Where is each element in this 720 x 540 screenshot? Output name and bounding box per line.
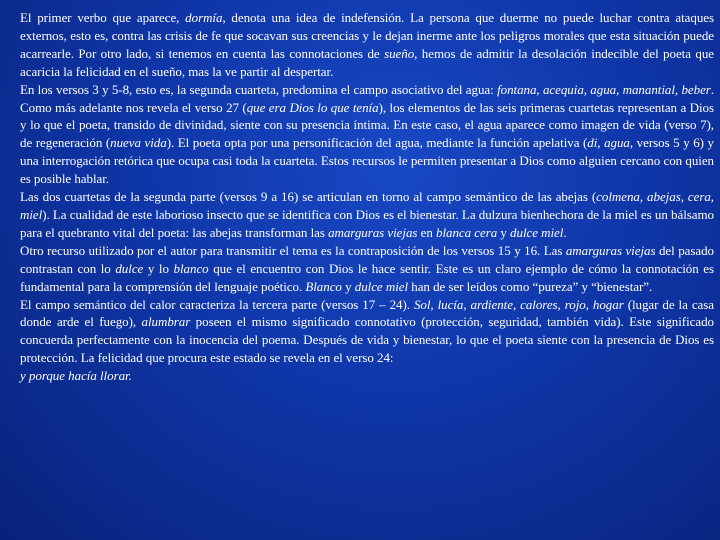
italic-text-segment: di, agua [587,135,630,151]
text-segment: en [417,224,436,240]
italic-text-segment: dulce miel [354,278,409,294]
text-segment: El campo semántico del calor caracteriza la tercera parte (versos 17 – 24). [20,296,414,312]
paragraph-4 [20,242,714,296]
italic-text-segment: y porque hacía llorar. [20,368,132,384]
text-segment: , denota una idea de indefensión. La persona que duerme no puede luchar contra ataques externos, esto es, contra las crisis de fe que socavan sus creencias y le dejan inerme ante los peligros morales que esta situación puede acarrearle. Por otro lado, si tenemos en cuenta las connotaciones de [20,10,714,61]
text-segment: ). La cualidad de este laborioso insecto que se identifica con Dios es el bienestar. La dulzura bienhechora de la miel es un bálsamo para el quebranto vital del poeta: las abejas transforman las [20,206,714,240]
italic-text-segment: amarguras viejas [328,224,418,240]
italic-text-segment: que era Dios lo que tenía [246,99,379,115]
italic-text-segment: blanca cera [436,224,498,240]
text-segment: Las dos cuartetas de la segunda parte (versos 9 a 16) se articulan en torno al campo semántico de las abejas ( [20,189,597,205]
italic-text-segment: blanco [173,260,209,276]
italic-text-segment: alumbrar [141,314,191,330]
italic-text-segment: colmena, abejas, cera, miel [20,189,714,222]
italic-text-segment: amarguras viejas [565,242,656,258]
text-segment: , hemos de admitir la desolación indecible del poeta que acaricia la felicidad en el sueño, mas la ve partir al despertar. [20,45,714,79]
paragraph-6-verse-quote [20,367,714,385]
text-segment: ). El poeta opta por una personificación del agua, mediante la función apelativa ( [166,135,588,151]
italic-text-segment: fontana, acequia, agua, manantial, beber [497,81,711,97]
paragraph-5 [20,296,714,368]
text-segment: (lugar de la casa donde arde el fuego), [20,296,714,330]
text-segment: . Como más adelante nos revela el verso 27 ( [20,81,715,115]
paragraph-3 [20,188,714,242]
italic-text-segment: dormía [185,10,223,25]
text-segment: ), los elementos de las seis primeras cuartetas representan a Dios y lo que el poeta, transido de divinidad, siente con su presencia íntima. En este caso, el agua aparece como imagen de vida (verso 7), de regeneración ( [20,99,714,151]
slide-text [20,9,714,534]
italic-text-segment: dulce [115,260,144,276]
italic-text-segment: Sol, lucía, ardiente, calores, rojo, hogar [413,296,624,312]
text-segment: El primer verbo que aparece, [20,10,186,25]
italic-text-segment: sueño [384,45,415,61]
text-segment: y lo [143,260,174,276]
italic-text-segment: nueva vida [110,135,167,151]
text-segment: En los versos 3 y 5-8, esto es, la segunda cuarteta, predomina el campo asociativo del agua: [20,81,498,97]
text-segment: poseen el mismo significado connotativo (protección, seguridad, también vida). Este significado concuerda perfectamente con la inocencia del poema. Después de vida y bienestar, lo que el poeta siente con la presencia de Dios es protección. La felicidad que procura este estado se revela en el verso 24: [20,314,714,366]
italic-text-segment: dulce miel [510,224,564,240]
italic-text-segment: Blanco [305,278,342,294]
text-segment: y [341,278,355,294]
text-segment: del pasado contrastan con lo [20,242,714,276]
text-segment: que el encuentro con Dios le hace sentir. Este es un claro ejemplo de cómo la connotación es fundamental para la comprensión del lenguaje poético. [20,260,714,294]
text-segment: han de ser leídos como “pureza” y “bienestar”. [408,278,653,294]
paragraph-2 [20,81,714,188]
paragraph-1 [20,9,714,81]
text-segment: Otro recurso utilizado por el autor para transmitir el tema es la contraposición de los versos 15 y 16. Las [20,242,566,258]
text-segment: , versos 5 y 6) y una interrogación retórica que ocupa casi toda la cuarteta. Estos recursos le permiten presentar a Dios como alguien cercano con quien es posible hablar. [20,135,714,187]
text-segment: . [563,224,567,240]
text-segment: y [497,224,511,240]
